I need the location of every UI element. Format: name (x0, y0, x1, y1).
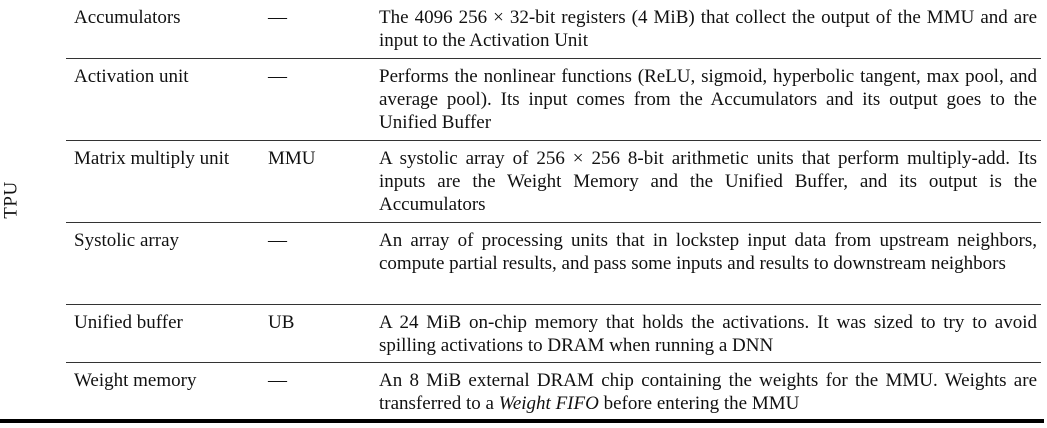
table-row (66, 141, 1041, 221)
description-cell: The 4096 256 × 32-bit registers (4 MiB) that collect the output of the MMU and are input to the Activation Unit (379, 7, 1037, 51)
term-cell: Weight memory (74, 370, 197, 391)
abbreviation-cell: — (268, 230, 287, 251)
table-row (66, 305, 1041, 361)
description-text: An 8 MiB external DRAM chip containing the weights for the MMU. Weights are transferred to a (379, 370, 1037, 414)
table-row (66, 363, 1041, 418)
term-cell: Unified buffer (74, 312, 183, 333)
abbreviation-cell: — (268, 7, 287, 28)
table-bottom-rule (0, 419, 1044, 423)
abbreviation-cell: UB (268, 312, 295, 333)
abbreviation-cell: — (268, 66, 287, 87)
description-text: before entering the MMU (598, 393, 800, 414)
description-cell: Performs the nonlinear functions (ReLU, sigmoid, hyperbolic tangent, max pool, and average pool). Its input comes from the Accumulators and its output goes to the Unified Buffer (379, 66, 1037, 133)
description-cell (379, 369, 1037, 415)
abbreviation-cell: — (268, 370, 287, 391)
description-cell: An array of processing units that in lockstep input data from upstream neighbors, compute partial results, and pass some inputs and results to downstream neighbors (379, 230, 1037, 274)
section-label-text: TPU (1, 181, 22, 219)
term-cell: Matrix multiply unit (74, 148, 230, 169)
section-label (2, 180, 22, 220)
term-cell: Accumulators (74, 7, 181, 28)
table-row (66, 0, 1041, 57)
description-cell: A 24 MiB on-chip memory that holds the activations. It was sized to try to avoid spilling activations to DRAM when running a DNN (379, 312, 1037, 356)
description-cell: A systolic array of 256 × 256 8-bit arithmetic units that perform multiply-add. Its inputs are the Weight Memory and the Unified Buffer, and its output is the Accumulators (379, 148, 1037, 215)
table-row (66, 59, 1041, 139)
table-row (66, 223, 1041, 303)
term-cell: Activation unit (74, 66, 189, 87)
abbreviation-cell: MMU (268, 148, 316, 169)
description-emphasis: Weight FIFO (498, 393, 599, 414)
term-cell: Systolic array (74, 230, 180, 251)
